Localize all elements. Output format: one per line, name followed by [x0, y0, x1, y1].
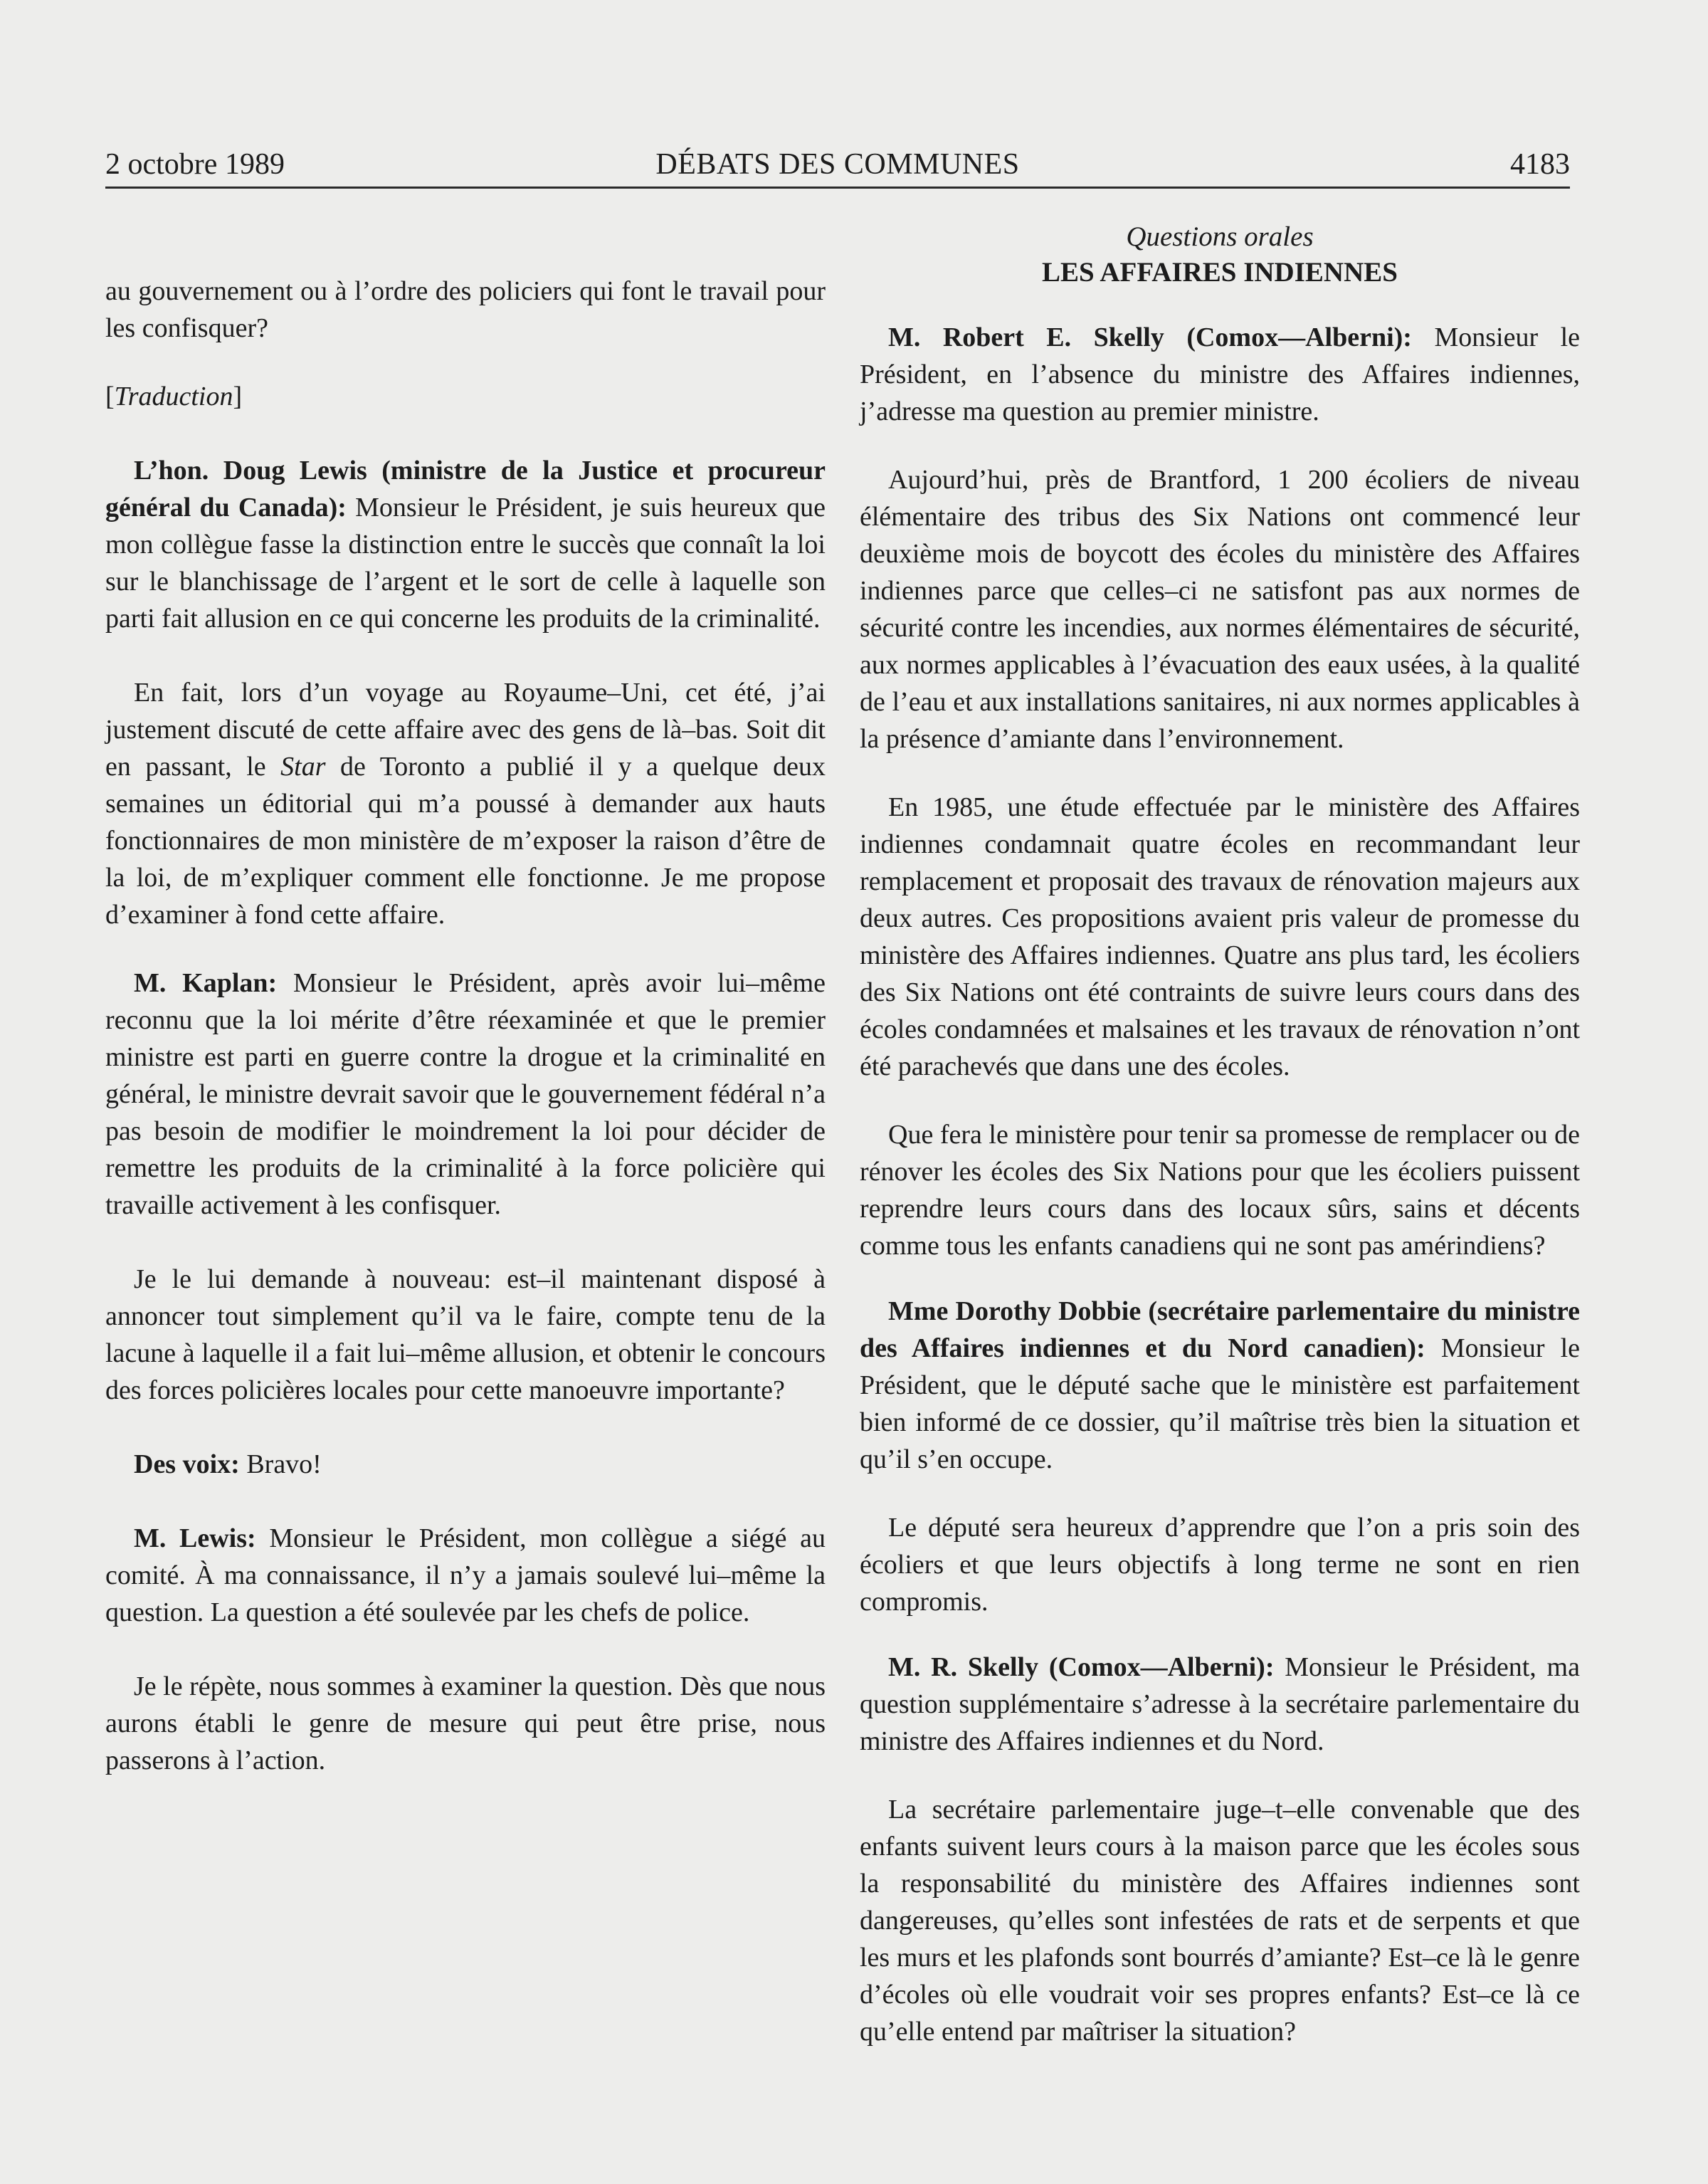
speaker-name: M. Robert E. Skelly (Comox—Alberni): — [888, 322, 1412, 352]
section-title: LES AFFAIRES INDIENNES — [1042, 257, 1398, 288]
speaker-name: M. Kaplan: — [134, 968, 278, 998]
translation-note: [Traduction] — [105, 382, 243, 411]
right-column — [860, 219, 1580, 2050]
paragraph: En 1985, une étude effectuée par le ministère des Affaires indiennes condamnait quatre écoles en recommandant leur remplacement et proposait des travaux de rénovation majeurs aux deux autres. Ces propositions avaient pris valeur de promesse du ministère des Affaires indiennes. Quatre ans plus tard, les écoliers des Six Nations ont été contraints de suivre leurs cours dans des écoles condamnées et malsaines et les travaux de rénovation n’ont été parachevés que dans une des écoles. — [860, 792, 1580, 1081]
paragraph: Je le lui demande à nouveau: est–il maintenant disposé à annoncer tout simplement qu’il va le faire, compte tenu de la lacune à laquelle il a fait lui–même allusion, et obtenir le concours des forces policières locales pour cette manoeuvre importante? — [105, 1264, 826, 1405]
paragraph: Aujourd’hui, près de Brantford, 1 200 écoliers de niveau élémentaire des tribus des Six Nations ont commencé leur deuxième mois de boycott des écoles du ministère des Affaires indiennes parce que celles–ci ne satisfont pas aux normes de sécurité contre les incendies, aux normes élémentaires de sécurité, aux normes applicables à l’évacuation des eaux usées, à la qualité de l’eau et aux installations sanitaires, ni aux normes applicables à la présence d’amiante dans l’environnement. — [860, 465, 1580, 754]
paragraph: La secrétaire parlementaire juge–t–elle convenable que des enfants suivent leurs cours à la maison parce que les écoles sous la responsabilité du ministère des Affaires indiennes sont dangereuses, qu’elles sont infestées de rats et de serpents et que les murs et les plafonds sont bourrés d’amiante? Est–ce là le genre d’écoles où elle voudrait voir ses propres enfants? Est–ce là ce qu’elle entend par maîtriser la situation? — [860, 1795, 1580, 2047]
header-date: 2 octobre 1989 — [105, 148, 285, 181]
paragraph: Je le répète, nous sommes à examiner la question. Dès que nous aurons établi le genre de mesure qui peut être prise, nous passerons à l’action. — [105, 1671, 826, 1775]
paragraph: M. Kaplan: Monsieur le Président, après avoir lui–même reconnu que la loi mérite d’être réexaminée et que le premier ministre est parti en guerre contre la drogue et la criminalité en général, le ministre devrait savoir que le gouvernement fédéral n’a pas besoin de modifier le moindrement la loi pour décider de remettre les produits de la criminalité à la force policière qui travaille activement à les confisquer. — [105, 968, 826, 1220]
page-header — [105, 145, 1570, 187]
header-rule — [105, 187, 1570, 189]
speaker-name: M. Lewis: — [134, 1523, 256, 1553]
section-label: Questions orales — [1126, 221, 1314, 252]
paragraph: M. Robert E. Skelly (Comox—Alberni): Monsieur le Président, en l’absence du ministre des Affaires indiennes, j’adresse ma question au premier ministre. — [860, 322, 1581, 426]
paragraph: Mme Dorothy Dobbie (secrétaire parlementaire du ministre des Affaires indiennes et du Nord canadien): Monsieur le Président, que le député sache que le ministère est parfaitement bien informé de ce dossier, qu’il maîtrise très bien la situation et qu’il s’en occupe. — [860, 1296, 1580, 1474]
paragraph: Des voix: Bravo! — [134, 1449, 322, 1479]
translation-label: Traduction — [114, 382, 233, 411]
page-number: 4183 — [1510, 148, 1570, 181]
speaker-name: Des voix: — [134, 1449, 240, 1479]
paragraph: Que fera le ministère pour tenir sa promesse de remplacer ou de rénover les écoles des Six Nations pour que les écoliers puissent reprendre leurs cours dans des locaux sûrs, sains et décents comme tous les enfants canadiens qui ne sont pas amérindiens? — [860, 1120, 1580, 1261]
paragraph: M. Lewis: Monsieur le Président, mon collègue a siégé au comité. À ma connaissance, il n’y a jamais soulevé lui–même la question. La question a été soulevée par les chefs de police. — [105, 1523, 826, 1627]
speaker-name: Mme Dorothy Dobbie (secrétaire parlementaire du ministre des Affaires indiennes et du Nord canadien): — [860, 1296, 1580, 1363]
paragraph: au gouvernement ou à l’ordre des policiers qui font le travail pour les confisquer? — [105, 276, 826, 343]
paragraph: En fait, lors d’un voyage au Royaume–Uni, cet été, j’ai justement discuté de cette affaire avec des gens de là–bas. Soit dit en passant, le Star de Toronto a publié il y a quelque deux semaines un éditorial qui m’a poussé à demander aux hauts fonctionnaires de mon ministère de m’exposer la raison d’être de la loi, de m’expliquer comment elle fonctionne. Je me propose d’examiner à fond cette affaire. — [105, 678, 826, 930]
paragraph: L’hon. Doug Lewis (ministre de la Justice et procureur général du Canada): Monsieur le Président, je suis heureux que mon collègue fasse la distinction entre le succès que connaît la loi sur le blanchissage de l’argent et le sort de celle à laquelle son parti fait allusion en ce qui concerne les produits de la criminalité. — [105, 456, 826, 634]
speaker-name: L’hon. Doug Lewis (ministre de la Justice et procureur général du Canada): — [105, 456, 826, 523]
newspaper-title: Star — [280, 752, 326, 782]
header-title: DÉBATS DES COMMUNES — [655, 148, 1020, 181]
paragraph: Le député sera heureux d’apprendre que l’on a pris soin des écoliers et que leurs objectifs à long terme ne sont en rien compromis. — [860, 1513, 1580, 1617]
left-column — [105, 273, 826, 1779]
paragraph: M. R. Skelly (Comox—Alberni): Monsieur le Président, ma question supplémentaire s’adresse à la secrétaire parlementaire du ministre des Affaires indiennes et du Nord. — [860, 1652, 1580, 1756]
speaker-name: M. R. Skelly (Comox—Alberni): — [888, 1652, 1275, 1682]
